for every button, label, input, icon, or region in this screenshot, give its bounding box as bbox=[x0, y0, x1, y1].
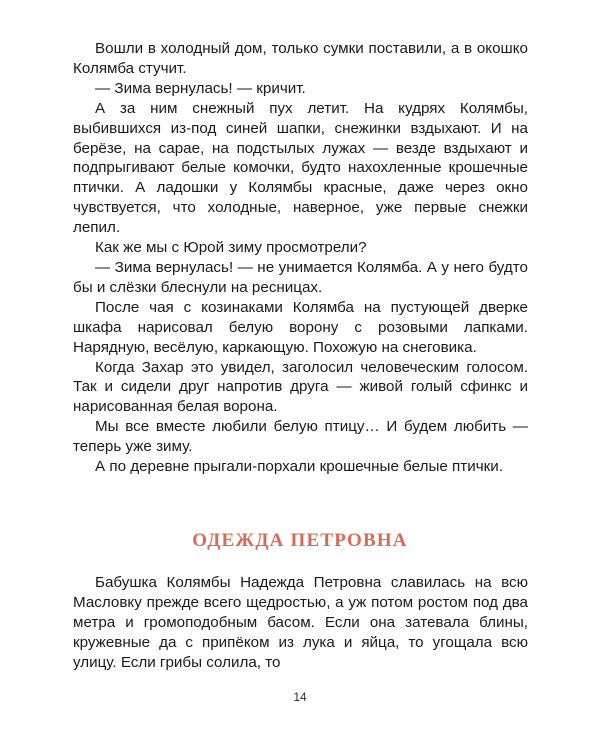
paragraph: После чая с козинаками Колямба на пустующей дверке шкафа нарисовал белую ворону с розовыми лапками. Нарядную, весёлую, каркающую. Похожую на снеговика. bbox=[73, 298, 528, 356]
page-number: 14 bbox=[293, 690, 307, 704]
paragraph: А по деревне прыгали-порхали крошечные белые птички. bbox=[95, 458, 503, 476]
paragraph: Мы все вместе любили белую птицу… И будем любить — теперь уже зиму. bbox=[73, 418, 528, 456]
paragraph: Как же мы с Юрой зиму просмотрели? bbox=[95, 239, 367, 257]
paragraph: Бабушка Колямбы Надежда Петровна славилась на всю Масловку прежде всего щедростью, а уж потом ростом под два метра и громоподобным басом. Если она затевала блины, кружевные да с припёком из лука и яйца, то угощала всю улицу. Если грибы солила, то bbox=[73, 574, 528, 671]
chapter-title: ОДЕЖДА ПЕТРОВНА bbox=[192, 530, 408, 551]
paragraph: Когда Захар это увидел, заголосил человеческим голосом. Так и сидели друг напротив друга — живой голый сфинкс и нарисованная белая ворона. bbox=[73, 358, 528, 416]
chapter-text bbox=[73, 573, 528, 673]
paragraph: А за ним снежный пух летит. На кудрях Колямбы, выбившихся из-под синей шапки, снежинки вздыхают. И на берёзе, на сарае, на подстылых лужах — везде вздыхают и подпрыгивают белые комочки, будто нахохленные крошечные птички. А ладошки у Колямбы красные, даже через окно чувствуется, что холодные, наверное, уже первые снежки лепил. bbox=[73, 99, 528, 237]
paragraph: Вошли в холодный дом, только сумки поставили, а в окошко Колямба стучит. bbox=[73, 40, 528, 77]
paragraph: — Зима вернулась! — не унимается Колямба. А у него будто бы и слёзки блеснули на ресницах. bbox=[73, 258, 528, 296]
paragraph: — Зима вернулась! — кричит. bbox=[95, 79, 306, 97]
story-ending-text bbox=[73, 39, 528, 477]
